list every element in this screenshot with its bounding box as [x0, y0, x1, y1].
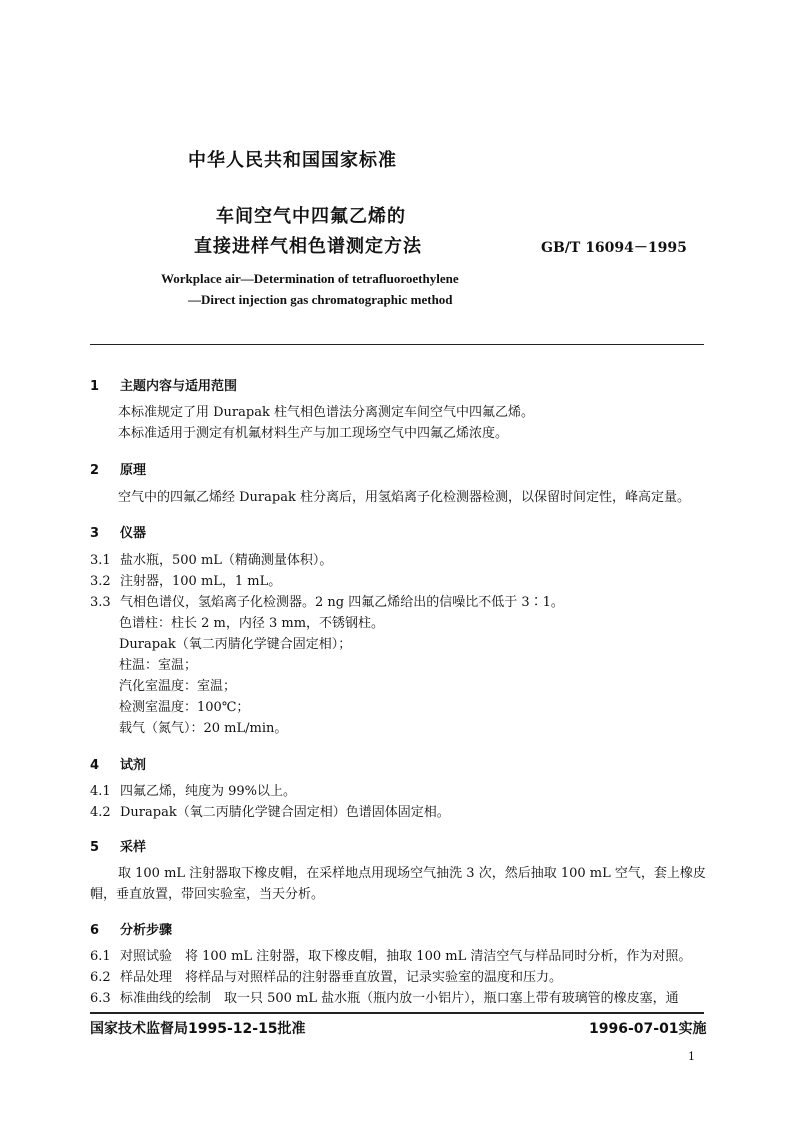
- section-5-number: 5: [90, 840, 100, 855]
- chromatography-detail: 柱温：室温；: [119, 658, 198, 673]
- header-divider: [90, 344, 704, 345]
- section-1-paragraph-1: 本标准规定了用 Durapak 柱气相色谱法分离测定车间空气中四氟乙烯。: [118, 405, 534, 420]
- section-6-number: 6: [90, 923, 100, 938]
- national-standard-heading: 中华人民共和国国家标准: [188, 150, 397, 171]
- chromatography-detail: 汽化室温度：室温；: [119, 679, 237, 694]
- section-4-number: 4: [90, 758, 100, 773]
- clause-3-3: [90, 593, 564, 613]
- section-1-title: 主题内容与适用范围: [120, 379, 238, 394]
- section-5-heading: [90, 836, 146, 855]
- section-1-heading: [90, 375, 237, 394]
- clause-text: 盐水瓶，500 mL（精确测量体积）。: [120, 553, 333, 568]
- page-number: 1: [688, 1050, 695, 1063]
- clause-6-2: [90, 968, 562, 988]
- section-6-heading: [90, 919, 172, 938]
- document-title-cn-line1: 车间空气中四氟乙烯的: [216, 206, 406, 227]
- clause-6-1: [90, 947, 691, 967]
- clause-number: 3.1: [90, 553, 111, 568]
- section-2-paragraph-1: 空气中的四氟乙烯经 Durapak 柱分离后，用氢焰离子化检测器检测，以保留时间定性，峰高定量。: [118, 490, 690, 505]
- clause-3-1: [90, 551, 332, 571]
- document-title-cn-line2: 直接进样气相色谱测定方法: [194, 236, 422, 257]
- clause-text: 四氟乙烯，纯度为 99%以上。: [120, 784, 297, 799]
- chromatography-detail: 检测室温度：100℃；: [119, 700, 250, 715]
- clause-3-2: [90, 572, 281, 592]
- clause-text: 气相色谱仪，氢焰离子化检测器。2 ng 四氟乙烯给出的信噪比不低于 3∶1。: [120, 595, 564, 610]
- chromatography-detail: 载气（氮气）：20 mL/min。: [119, 721, 288, 736]
- clause-text: 对照试验 将 100 mL 注射器，取下橡皮帽，抽取 100 mL 清洁空气与样品同时分析，作为对照。: [120, 949, 692, 964]
- clause-number: 4.1: [90, 784, 111, 799]
- section-1-paragraph-2: 本标准适用于测定有机氟材料生产与加工现场空气中四氟乙烯浓度。: [118, 426, 509, 441]
- document-title-en-line2: —Direct injection gas chromatographic method: [188, 292, 453, 307]
- clause-number: 4.2: [90, 805, 111, 820]
- section-3-heading: [90, 522, 146, 541]
- section-2-heading: [90, 459, 146, 478]
- footer-divider: [90, 1012, 704, 1014]
- clause-text: 样品处理 将样品与对照样品的注射器垂直放置，记录实验室的温度和压力。: [120, 970, 563, 985]
- section-3-title: 仪器: [120, 526, 147, 541]
- section-4-heading: [90, 754, 146, 773]
- section-1-number: 1: [90, 379, 100, 394]
- section-6-title: 分析步骤: [120, 923, 173, 938]
- section-2-number: 2: [90, 463, 100, 478]
- implementation-date: 1996-07-01实施: [589, 1021, 707, 1037]
- clause-number: 6.3: [90, 991, 111, 1006]
- section-5-paragraph-line2: 帽，垂直放置，带回实验室，当天分析。: [90, 887, 325, 902]
- approval-date: 国家技术监督局1995-12-15批准: [90, 1021, 306, 1037]
- section-2-title: 原理: [120, 463, 147, 478]
- section-5-paragraph-line1: 取 100 mL 注射器取下橡皮帽，在采样地点用现场空气抽洗 3 次，然后抽取 100 mL 空气，套上橡皮: [118, 866, 706, 881]
- document-title-en-line1: Workplace air—Determination of tetrafluoroethylene: [161, 271, 459, 286]
- section-3-number: 3: [90, 526, 100, 541]
- clause-6-3: [90, 989, 679, 1009]
- clause-4-1: [90, 782, 296, 802]
- clause-number: 6.2: [90, 970, 111, 985]
- section-4-title: 试剂: [120, 758, 147, 773]
- standard-code: GB/T 16094－1995: [541, 240, 687, 256]
- clause-text: 标准曲线的绘制 取一只 500 mL 盐水瓶（瓶内放一小铝片），瓶口塞上带有玻璃管的橡皮塞，通: [120, 991, 679, 1006]
- clause-text: Durapak（氧二丙腈化学键合固定相）色谱固体固定相。: [120, 805, 450, 820]
- clause-number: 3.2: [90, 574, 111, 589]
- chromatography-detail: 色谱柱：柱长 2 m，内径 3 mm，不锈钢柱。: [119, 616, 385, 631]
- clause-number: 3.3: [90, 595, 111, 610]
- clause-4-2: [90, 803, 450, 823]
- clause-text: 注射器，100 mL，1 mL。: [120, 574, 282, 589]
- clause-number: 6.1: [90, 949, 111, 964]
- chromatography-detail: Durapak（氧二丙腈化学键合固定相）；: [119, 637, 352, 652]
- section-5-title: 采样: [120, 840, 147, 855]
